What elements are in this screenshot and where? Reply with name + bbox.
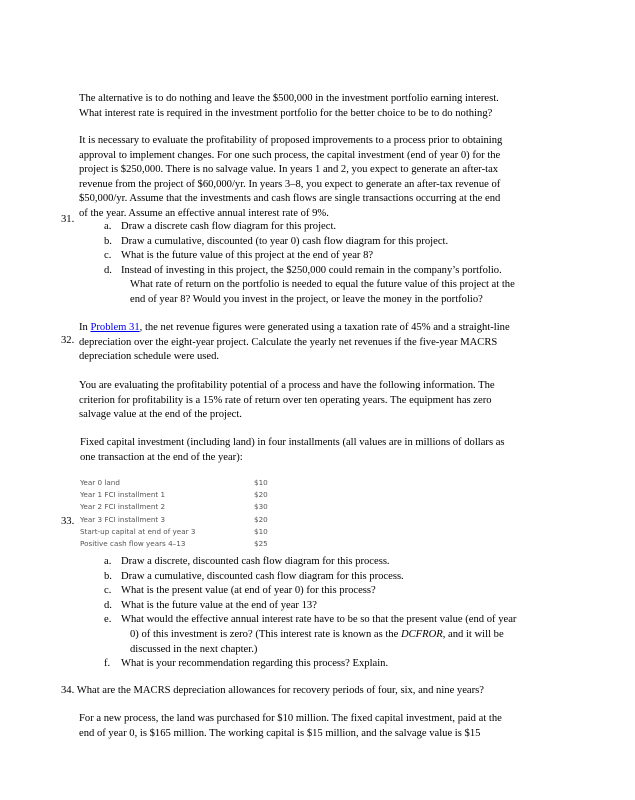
list-item: b. Draw a cumulative, discounted (to year 0) cash flow diagram for this project. <box>104 235 449 247</box>
list-item: b. Draw a cumulative, discounted cash flow diagram for this process. <box>104 570 404 582</box>
dcfror-term: DCFROR <box>400 628 443 640</box>
table-row: Year 1 FCI installment 1 $20 <box>80 490 268 500</box>
text-line: $50,000/yr. Assume that the investments and cash flows are single transactions occurring at the end <box>79 193 501 205</box>
text-line: of the year. Assume an effective annual interest rate of 9%. <box>79 207 329 219</box>
text-line: What interest rate is required in the investment portfolio for the better choice to be to do nothing? <box>79 107 493 119</box>
list-item: a. Draw a discrete, discounted cash flow diagram for this process. <box>104 556 390 567</box>
problem-33-text <box>79 379 579 423</box>
list-item: d. What is the future value at the end of year 13? <box>104 599 317 611</box>
list-item: d. Instead of investing in this project, the $250,000 could remain in the company’s portfolio. <box>104 264 502 276</box>
problem-35-text <box>79 712 579 741</box>
problem-33-number: 33. <box>61 516 75 527</box>
text-line: You are evaluating the profitability potential of a process and have the following information. The <box>79 380 495 391</box>
list-item: e. What would the effective annual interest rate have to be so that the present value (end of year <box>104 614 517 626</box>
text-line: approval to implement changes. For one such process, the capital investment (end of year 0) for the <box>79 149 501 161</box>
fixed-capital-text <box>80 436 580 465</box>
problem-31-text <box>79 134 579 222</box>
text-line: In Problem 31, the net revenue figures were generated using a taxation rate of 45% and a straight-line <box>79 322 510 333</box>
table-row: Year 2 FCI installment 2 $30 <box>80 502 268 512</box>
problem-33-items <box>104 555 574 672</box>
list-item: f. What is your recommendation regarding this process? Explain. <box>104 658 389 670</box>
intro-paragraph <box>79 92 579 121</box>
text-line: criterion for profitability is a 15% rate of return over ten operating years. The equipment has zero <box>79 394 492 406</box>
text-line: depreciation over the eight-year project. Calculate the yearly net revenues if the five-year MACRS <box>79 336 498 348</box>
text-line: salvage value at the end of the project. <box>79 409 242 421</box>
text-line: discussed in the next chapter.) <box>130 643 258 655</box>
text-line: depreciation schedule were used. <box>79 351 220 363</box>
table-row: Year 0 land $10 <box>80 478 268 487</box>
table-row: Start-up capital at end of year 3 $10 <box>80 526 268 536</box>
problem-32-number: 32. <box>61 335 75 346</box>
table-row: Positive cash flow years 4–13 $25 <box>80 539 268 549</box>
table-row: Year 3 FCI installment 3 $20 <box>80 514 268 524</box>
text-line: 0) of this investment is zero? (This interest rate is known as the DCFROR, and it will be <box>130 628 504 640</box>
list-item: a. Draw a discrete cash flow diagram for this project. <box>104 221 337 232</box>
text-line: What rate of return on the portfolio is needed to equal the future value of this project at the <box>130 279 515 291</box>
text-line: revenue from the project of $60,000/yr. In years 3–8, you expect to generate an after-tax revenue of <box>79 178 501 190</box>
investment-table <box>80 477 268 550</box>
problem-32-text <box>79 321 579 365</box>
problem-31-number: 31. <box>61 214 75 225</box>
text-line: It is necessary to evaluate the profitability of proposed improvements to a process prior to obtaining <box>79 135 503 146</box>
text-line: Fixed capital investment (including land) in four installments (all values are in millions of dollars as <box>80 437 505 448</box>
problem-31-link[interactable]: Problem 31 <box>90 322 140 333</box>
text-line: end of year 8? Would you invest in the project, or leave the money in the portfolio? <box>130 293 483 305</box>
problem-31-items <box>104 220 574 308</box>
text-line: For a new process, the land was purchased for $10 million. The fixed capital investment, paid at the <box>79 713 502 724</box>
text-line: one transaction at the end of the year): <box>80 451 243 463</box>
list-item: c. What is the future value of this project at the end of year 8? <box>104 250 374 262</box>
list-item: c. What is the present value (at end of year 0) for this process? <box>104 585 376 597</box>
text-line: project is $250,000. There is no salvage value. In years 1 and 2, you expect to generate an after-tax <box>79 164 499 176</box>
text-line: end of year 0, is $165 million. The working capital is $15 million, and the salvage value is $15 <box>79 727 481 739</box>
problem-34-text: 34. What are the MACRS depreciation allowances for recovery periods of four, six, and nine years? <box>61 685 484 696</box>
text-line: The alternative is to do nothing and leave the $500,000 in the investment portfolio earning interest. <box>79 93 499 104</box>
